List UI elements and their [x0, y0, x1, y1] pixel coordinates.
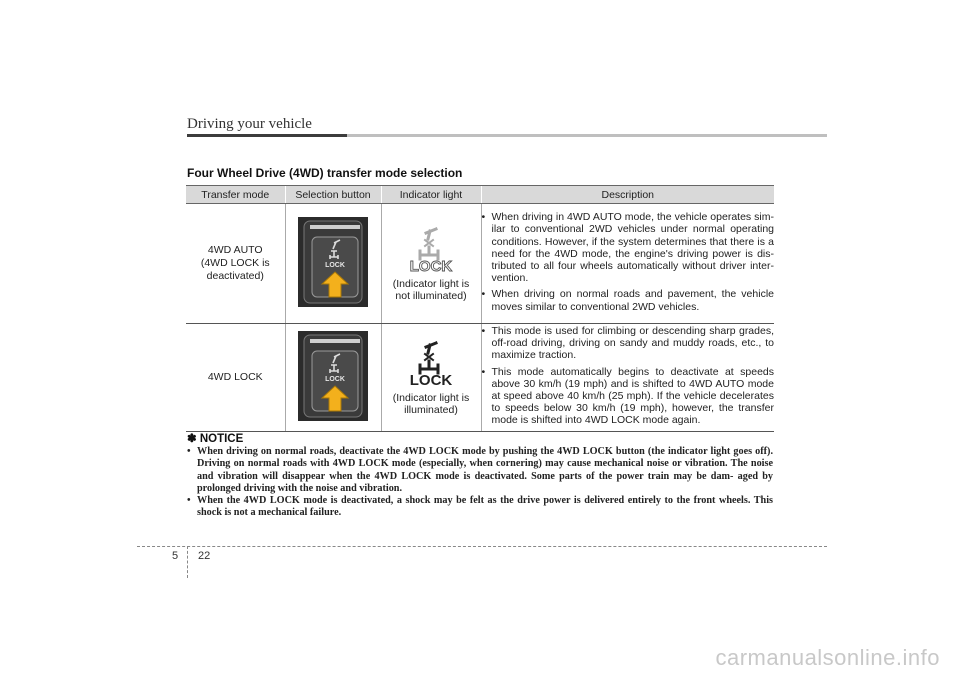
mode-note-line: (4WD LOCK is	[200, 257, 270, 269]
notice-item: • When driving on normal roads, deactivate the 4WD LOCK mode by pushing the 4WD LOCK button (the indicator light goes off). Driving on normal roads with 4WD LOCK mode (especially, when cornering) may cause mechanical noise or vibration. The noise and vibration will disappear when the 4WD LOCK mode is deactivated. Some parts of the power train may be dam- aged by prolonged driving with the noise and vibration.	[187, 446, 773, 495]
description-bullet: • When driving on normal roads and pavement, the vehicle moves similar to conventional 2WD vehicles.	[482, 288, 775, 312]
watermark: carmanualsonline.info	[715, 645, 940, 670]
button-lock-label: LOCK	[325, 262, 345, 269]
indicator-caption-line: illuminated)	[404, 403, 458, 416]
mode-name: 4WD LOCK	[207, 370, 263, 383]
indicator-caption-line: (Indicator light is	[392, 278, 470, 290]
table-row	[186, 324, 774, 432]
lock-button-illustration	[298, 217, 368, 307]
button-lock-label: LOCK	[325, 375, 345, 383]
footer-vertical-divider	[187, 546, 188, 578]
transfer-mode-table	[186, 185, 774, 432]
title-bar	[187, 134, 827, 137]
page-number: 22	[198, 550, 211, 562]
notice-box	[187, 431, 773, 520]
chapter-number: 5	[172, 550, 179, 562]
header-indicator-light: Indicator light	[381, 186, 481, 204]
description-bullet: • When driving in 4WD AUTO mode, the vehicle operates sim- ilar to conventional 2WD vehicles under normal operating conditions. However, if the system determines that there is a need for the 4WD mode, the engine's driving power is dis- tributed to all four wheels automatically without driver inter- vention.	[482, 211, 775, 284]
indicator-cell	[381, 204, 481, 324]
page-heading: Four Wheel Drive (4WD) transfer mode selection	[187, 166, 463, 180]
header-selection-button: Selection button	[285, 186, 381, 204]
section-title: Driving your vehicle	[187, 116, 312, 132]
lock-button-illustration	[298, 331, 368, 421]
button-cell	[285, 204, 381, 324]
notice-title: ✽ NOTICE	[187, 433, 244, 445]
notice-item: • When the 4WD LOCK mode is deactivated, a shock may be felt as the drive power is delivered entirely to the front wheels. This shock is not a mechanical failure.	[187, 495, 773, 520]
mode-cell	[186, 324, 285, 432]
description-bullet: • This mode automatically begins to deactivate at speeds above 30 km/h (19 mph) and is shifted to 4WD AUTO mode at speed above 40 km/h (25 mph). If the vehicle decelerates to speeds below 30 km/h (19 mph), however, the transfer mode is shifted into 4WD LOCK mode again.	[482, 366, 775, 427]
indicator-lock-label: LOCK	[409, 371, 453, 387]
4wd-lock-indicator-off-icon	[408, 225, 454, 273]
footer-divider	[137, 546, 827, 547]
mode-note-line: deactivated)	[206, 270, 264, 282]
description-cell	[481, 324, 774, 432]
title-bar-accent	[187, 134, 347, 137]
4wd-lock-indicator-on-icon	[408, 339, 454, 387]
header-transfer-mode: Transfer mode	[186, 186, 285, 204]
indicator-lock-label: LOCK	[409, 258, 453, 273]
mode-cell	[186, 204, 285, 324]
indicator-caption-line: (Indicator light is	[392, 391, 470, 404]
indicator-cell	[381, 324, 481, 432]
header-description: Description	[481, 186, 774, 204]
table-row	[186, 204, 774, 324]
table-header-row	[186, 186, 774, 204]
mode-name: 4WD AUTO	[207, 244, 263, 256]
description-bullet: • This mode is used for climbing or descending sharp grades, off-road driving, driving on sandy and muddy roads, etc., to maximize traction.	[482, 325, 775, 362]
button-cell	[285, 324, 381, 432]
description-cell	[481, 204, 774, 324]
indicator-caption-line: not illuminated)	[395, 290, 467, 302]
